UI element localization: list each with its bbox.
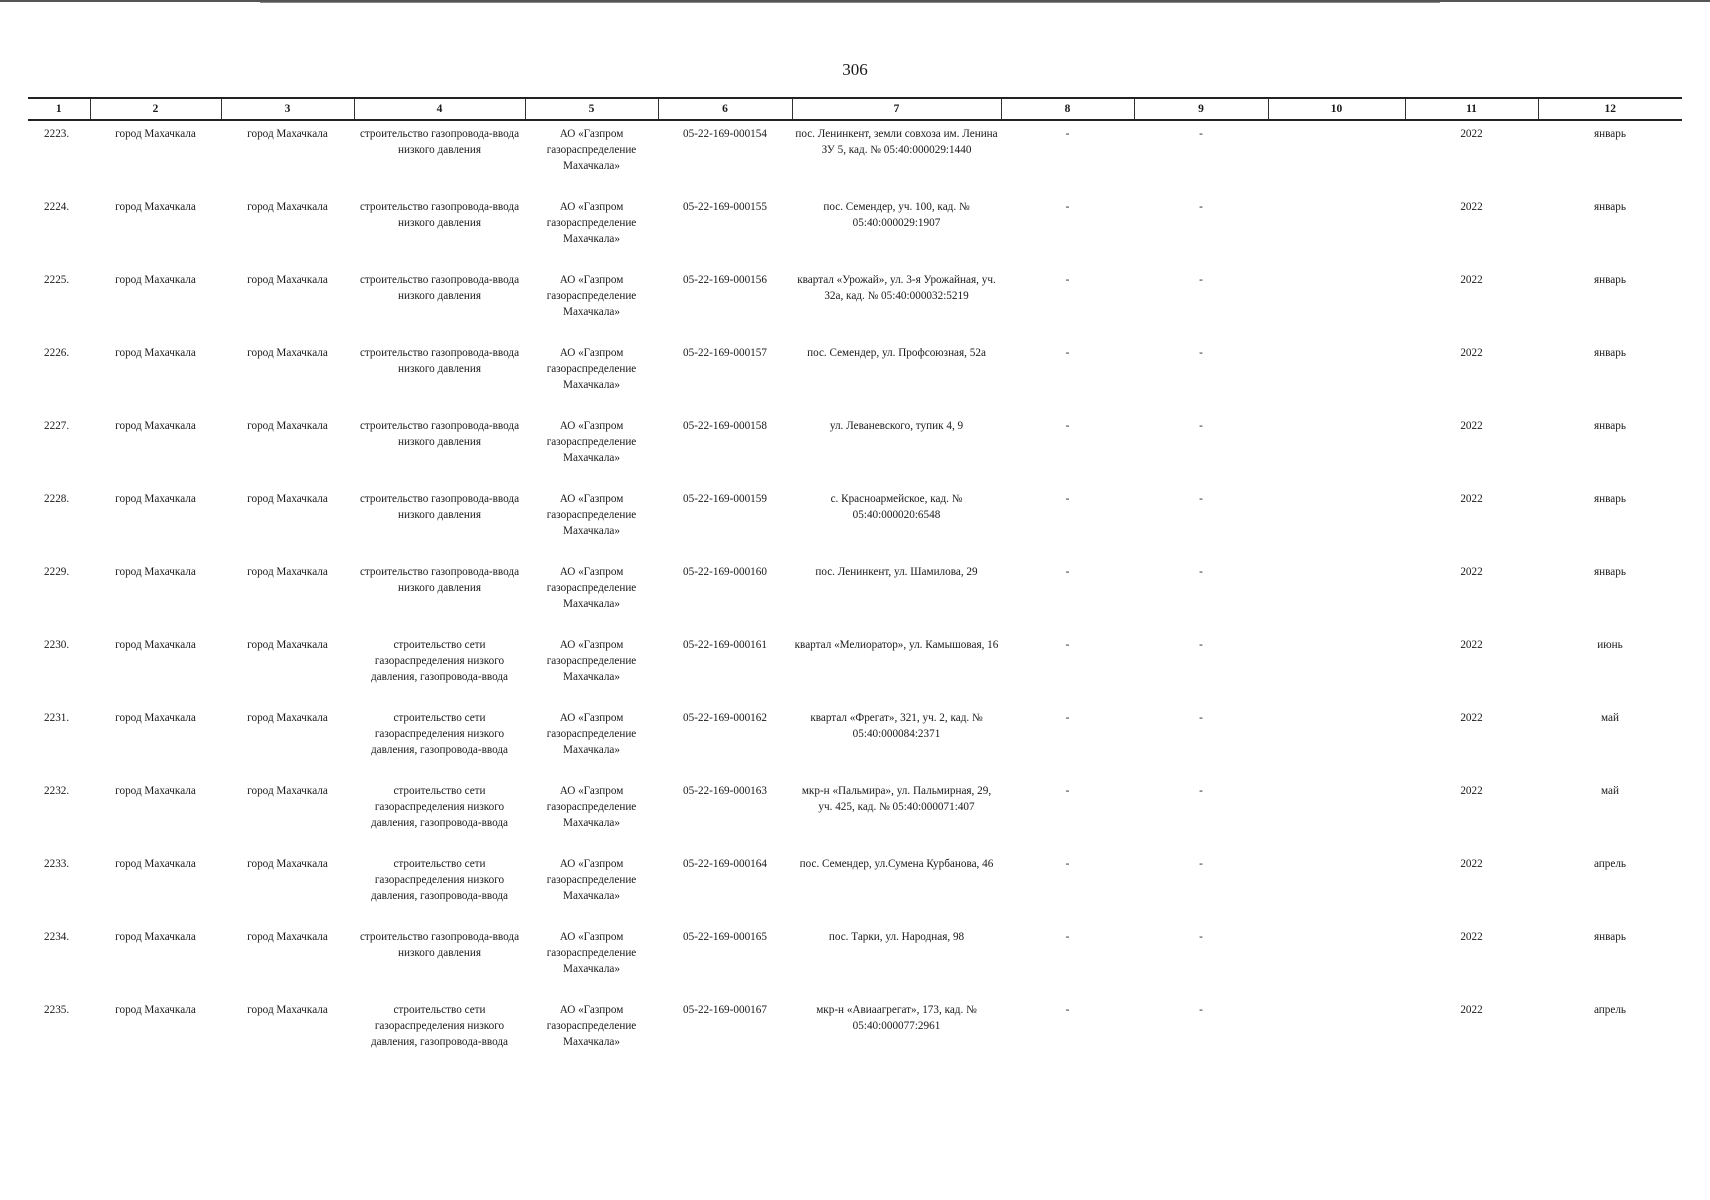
cell-col-10	[1268, 412, 1405, 485]
cell-number: 2234.	[44, 931, 70, 943]
cell-col-9: -	[1199, 566, 1203, 578]
cell-col-8: -	[1065, 858, 1070, 870]
cell-district: город Махачкала	[115, 1004, 196, 1016]
cell-col-8: -	[1065, 493, 1070, 505]
cell-col-9: -	[1199, 420, 1203, 432]
cell-registry-code: 05-22-169-000159	[683, 493, 767, 505]
cell-month: январь	[1594, 274, 1626, 286]
cell-col-10	[1268, 339, 1405, 412]
cell-month: январь	[1594, 128, 1626, 140]
cell-month: январь	[1594, 931, 1626, 943]
cell-organization: АО «Газпром газораспределение Махачкала»	[546, 785, 637, 829]
cell-month: апрель	[1593, 858, 1627, 870]
table-row	[28, 266, 1682, 339]
cell-settlement: город Махачкала	[247, 712, 328, 724]
column-header-11: 11	[1405, 98, 1538, 120]
cell-year: 2022	[1460, 128, 1483, 140]
column-header-12: 12	[1538, 98, 1682, 120]
cell-registry-code: 05-22-169-000167	[683, 1004, 767, 1016]
cell-number: 2230.	[44, 639, 70, 651]
table-row	[28, 996, 1682, 1069]
cell-year: 2022	[1460, 639, 1483, 651]
cell-month: январь	[1594, 347, 1626, 359]
table-row	[28, 412, 1682, 485]
cell-col-10	[1268, 558, 1405, 631]
cell-work-type: строительство газопровода-ввода низкого давления	[359, 347, 520, 375]
cell-col-8: -	[1065, 128, 1070, 140]
cell-col-8: -	[1065, 347, 1070, 359]
cell-organization: АО «Газпром газораспределение Махачкала»	[546, 858, 637, 902]
cell-year: 2022	[1460, 1004, 1483, 1016]
cell-organization: АО «Газпром газораспределение Махачкала»	[546, 420, 637, 464]
column-header-5: 5	[525, 98, 658, 120]
cell-number: 2233.	[44, 858, 70, 870]
cell-col-10	[1268, 120, 1405, 193]
cell-col-8: -	[1065, 420, 1070, 432]
cell-col-10	[1268, 704, 1405, 777]
column-header-1: 1	[28, 98, 90, 120]
page-number: 306	[842, 60, 868, 79]
cell-month: январь	[1594, 566, 1626, 578]
cell-number: 2228.	[44, 493, 70, 505]
cell-organization: АО «Газпром газораспределение Махачкала»	[546, 931, 637, 975]
cell-col-10	[1268, 266, 1405, 339]
cell-organization: АО «Газпром газораспределение Махачкала»	[546, 201, 637, 245]
table-header	[28, 98, 1682, 120]
cell-registry-code: 05-22-169-000165	[683, 931, 767, 943]
cell-organization: АО «Газпром газораспределение Махачкала»	[546, 1004, 637, 1048]
table-row	[28, 485, 1682, 558]
cell-year: 2022	[1460, 785, 1483, 797]
cell-district: город Махачкала	[115, 931, 196, 943]
cell-district: город Махачкала	[115, 347, 196, 359]
cell-col-9: -	[1199, 931, 1203, 943]
cell-organization: АО «Газпром газораспределение Махачкала»	[546, 493, 637, 537]
cell-month: апрель	[1593, 1004, 1627, 1016]
header-row	[28, 98, 1682, 120]
cell-col-8: -	[1065, 566, 1070, 578]
cell-district: город Махачкала	[115, 420, 196, 432]
table-row	[28, 704, 1682, 777]
cell-work-type: строительство газопровода-ввода низкого давления	[359, 931, 520, 959]
cell-col-9: -	[1199, 1004, 1203, 1016]
cell-work-type: строительство сети газораспределения низкого давления, газопровода-ввода	[370, 1004, 508, 1048]
cell-col-8: -	[1065, 201, 1070, 213]
cell-year: 2022	[1460, 493, 1483, 505]
cell-settlement: город Махачкала	[247, 566, 328, 578]
cell-col-8: -	[1065, 274, 1070, 286]
cell-month: май	[1601, 785, 1619, 797]
cell-organization: АО «Газпром газораспределение Махачкала»	[546, 128, 637, 172]
table-row	[28, 923, 1682, 996]
cell-col-8: -	[1065, 785, 1070, 797]
cell-col-8: -	[1065, 712, 1070, 724]
cell-address: с. Красноармейское, кад. № 05:40:000020:6548	[830, 493, 963, 521]
cell-work-type: строительство газопровода-ввода низкого давления	[359, 274, 520, 302]
cell-district: город Махачкала	[115, 712, 196, 724]
cell-district: город Махачкала	[115, 128, 196, 140]
cell-month: январь	[1594, 201, 1626, 213]
cell-address: пос. Семендер, ул. Профсоюзная, 52а	[807, 347, 986, 359]
cell-col-10	[1268, 777, 1405, 850]
cell-col-8: -	[1065, 1004, 1070, 1016]
table-row	[28, 120, 1682, 193]
cell-district: город Махачкала	[115, 566, 196, 578]
cell-number: 2227.	[44, 420, 70, 432]
cell-col-9: -	[1199, 785, 1203, 797]
cell-district: город Махачкала	[115, 785, 196, 797]
cell-settlement: город Махачкала	[247, 639, 328, 651]
cell-district: город Махачкала	[115, 493, 196, 505]
cell-number: 2226.	[44, 347, 70, 359]
cell-registry-code: 05-22-169-000156	[683, 274, 767, 286]
cell-district: город Махачкала	[115, 639, 196, 651]
cell-registry-code: 05-22-169-000160	[683, 566, 767, 578]
gas-connection-register-table	[28, 97, 1682, 1069]
cell-work-type: строительство сети газораспределения низкого давления, газопровода-ввода	[370, 858, 508, 902]
cell-work-type: строительство газопровода-ввода низкого давления	[359, 128, 520, 156]
cell-col-8: -	[1065, 931, 1070, 943]
top-border-rule-thin	[260, 2, 1440, 3]
cell-work-type: строительство газопровода-ввода низкого давления	[359, 566, 520, 594]
cell-year: 2022	[1460, 274, 1483, 286]
cell-address: квартал «Фрегат», 321, уч. 2, кад. № 05:40:000084:2371	[810, 712, 983, 740]
cell-registry-code: 05-22-169-000162	[683, 712, 767, 724]
table-row	[28, 193, 1682, 266]
column-header-4: 4	[354, 98, 525, 120]
cell-col-9: -	[1199, 712, 1203, 724]
cell-number: 2231.	[44, 712, 70, 724]
cell-col-10	[1268, 485, 1405, 558]
cell-address: ул. Леваневского, тупик 4, 9	[829, 420, 964, 432]
cell-settlement: город Махачкала	[247, 420, 328, 432]
cell-col-10	[1268, 996, 1405, 1069]
cell-district: город Махачкала	[115, 858, 196, 870]
cell-col-10	[1268, 923, 1405, 996]
table-row	[28, 631, 1682, 704]
cell-number: 2225.	[44, 274, 70, 286]
cell-col-9: -	[1199, 274, 1203, 286]
cell-address: пос. Семендер, ул.Сумена Курбанова, 46	[799, 858, 994, 870]
cell-year: 2022	[1460, 566, 1483, 578]
cell-address: квартал «Мелиоратор», ул. Камышовая, 16	[794, 639, 999, 651]
cell-year: 2022	[1460, 712, 1483, 724]
cell-address: пос. Ленинкент, земли совхоза им. Ленина ЗУ 5, кад. № 05:40:000029:1440	[795, 128, 998, 156]
cell-settlement: город Махачкала	[247, 493, 328, 505]
cell-address: мкр-н «Пальмира», ул. Пальмирная, 29, уч. 425, кад. № 05:40:000071:407	[801, 785, 992, 813]
cell-col-9: -	[1199, 858, 1203, 870]
cell-col-9: -	[1199, 128, 1203, 140]
table-body	[28, 120, 1682, 1069]
cell-month: январь	[1594, 493, 1626, 505]
cell-settlement: город Махачкала	[247, 1004, 328, 1016]
cell-col-10	[1268, 850, 1405, 923]
cell-year: 2022	[1460, 858, 1483, 870]
cell-number: 2232.	[44, 785, 70, 797]
cell-work-type: строительство газопровода-ввода низкого давления	[359, 420, 520, 448]
cell-registry-code: 05-22-169-000161	[683, 639, 767, 651]
column-header-9: 9	[1134, 98, 1268, 120]
cell-registry-code: 05-22-169-000158	[683, 420, 767, 432]
cell-organization: АО «Газпром газораспределение Махачкала»	[546, 347, 637, 391]
table-row	[28, 558, 1682, 631]
cell-address: пос. Семендер, уч. 100, кад. № 05:40:000029:1907	[823, 201, 970, 229]
column-header-8: 8	[1001, 98, 1134, 120]
table-row	[28, 339, 1682, 412]
cell-district: город Махачкала	[115, 201, 196, 213]
cell-district: город Махачкала	[115, 274, 196, 286]
cell-work-type: строительство сети газораспределения низкого давления, газопровода-ввода	[370, 639, 508, 683]
cell-year: 2022	[1460, 931, 1483, 943]
cell-work-type: строительство газопровода-ввода низкого давления	[359, 201, 520, 229]
cell-col-9: -	[1199, 347, 1203, 359]
cell-registry-code: 05-22-169-000155	[683, 201, 767, 213]
cell-year: 2022	[1460, 420, 1483, 432]
cell-organization: АО «Газпром газораспределение Махачкала»	[546, 639, 637, 683]
cell-settlement: город Махачкала	[247, 274, 328, 286]
cell-settlement: город Махачкала	[247, 931, 328, 943]
column-header-7: 7	[792, 98, 1001, 120]
cell-col-8: -	[1065, 639, 1070, 651]
table-row	[28, 850, 1682, 923]
cell-work-type: строительство сети газораспределения низкого давления, газопровода-ввода	[370, 712, 508, 756]
cell-registry-code: 05-22-169-000154	[683, 128, 767, 140]
cell-work-type: строительство сети газораспределения низкого давления, газопровода-ввода	[370, 785, 508, 829]
cell-col-9: -	[1199, 493, 1203, 505]
cell-settlement: город Махачкала	[247, 785, 328, 797]
cell-number: 2235.	[44, 1004, 70, 1016]
cell-number: 2229.	[44, 566, 70, 578]
cell-organization: АО «Газпром газораспределение Махачкала»	[546, 712, 637, 756]
cell-year: 2022	[1460, 201, 1483, 213]
cell-address: пос. Тарки, ул. Народная, 98	[828, 931, 965, 943]
cell-organization: АО «Газпром газораспределение Махачкала»	[546, 566, 637, 610]
cell-month: январь	[1594, 420, 1626, 432]
cell-address: мкр-н «Авиаагрегат», 173, кад. № 05:40:000077:2961	[816, 1004, 977, 1032]
cell-registry-code: 05-22-169-000164	[683, 858, 767, 870]
cell-col-9: -	[1199, 201, 1203, 213]
cell-col-10	[1268, 193, 1405, 266]
column-header-10: 10	[1268, 98, 1405, 120]
cell-address: квартал «Урожай», ул. 3-я Урожайная, уч. 32а, кад. № 05:40:000032:5219	[797, 274, 996, 302]
column-header-3: 3	[221, 98, 354, 120]
cell-settlement: город Махачкала	[247, 128, 328, 140]
cell-work-type: строительство газопровода-ввода низкого давления	[359, 493, 520, 521]
cell-month: май	[1601, 712, 1619, 724]
cell-number: 2224.	[44, 201, 70, 213]
cell-col-10	[1268, 631, 1405, 704]
cell-organization: АО «Газпром газораспределение Махачкала»	[546, 274, 637, 318]
column-header-6: 6	[658, 98, 792, 120]
cell-address: пос. Ленинкент, ул. Шамилова, 29	[815, 566, 978, 578]
cell-number: 2223.	[44, 128, 70, 140]
table-row	[28, 777, 1682, 850]
column-header-2: 2	[90, 98, 221, 120]
cell-settlement: город Махачкала	[247, 347, 328, 359]
cell-settlement: город Махачкала	[247, 858, 328, 870]
cell-col-9: -	[1199, 639, 1203, 651]
cell-month: июнь	[1597, 639, 1623, 651]
cell-year: 2022	[1460, 347, 1483, 359]
cell-registry-code: 05-22-169-000157	[683, 347, 767, 359]
cell-settlement: город Махачкала	[247, 201, 328, 213]
cell-registry-code: 05-22-169-000163	[683, 785, 767, 797]
